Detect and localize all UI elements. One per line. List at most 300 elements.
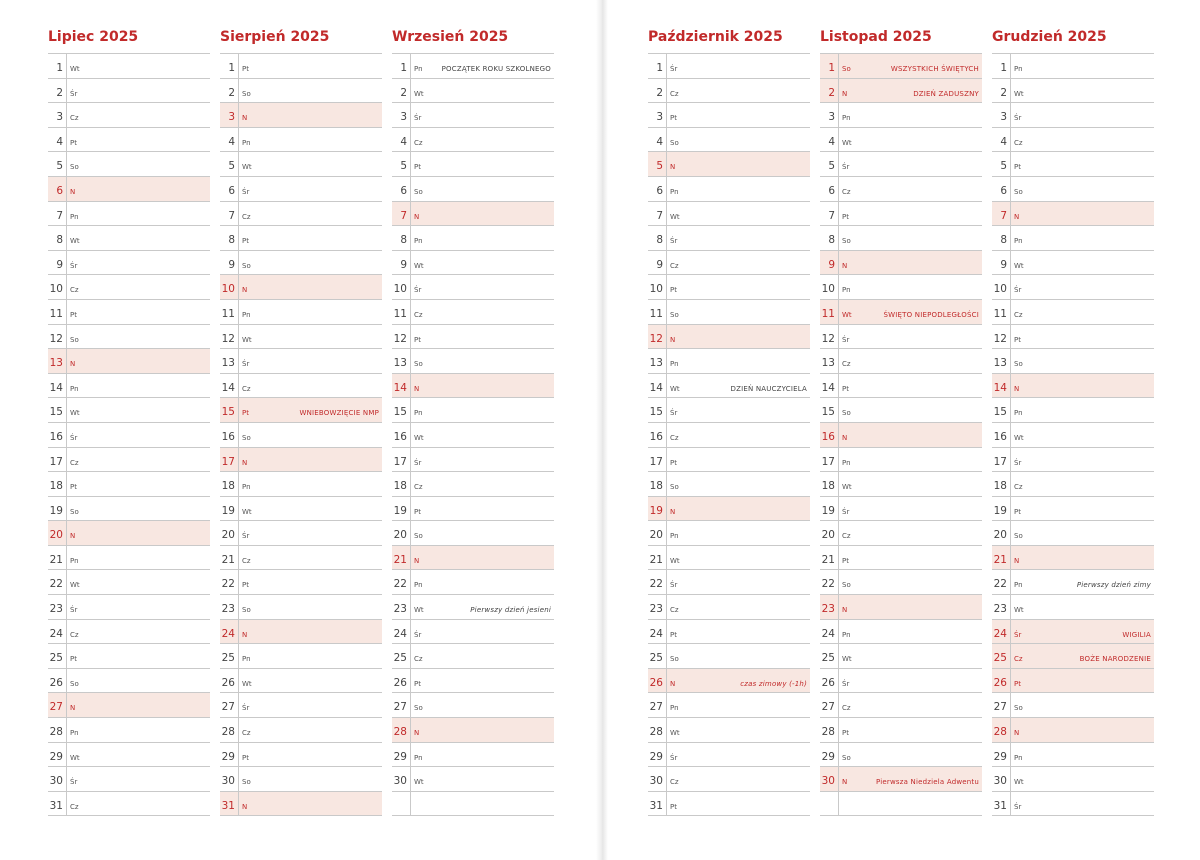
weekday-abbrev: Śr — [670, 65, 678, 73]
day-number: 24 — [49, 627, 63, 640]
day-row — [992, 349, 1154, 374]
weekday-abbrev: Śr — [1014, 458, 1022, 467]
day-row — [220, 275, 382, 300]
day-row — [48, 54, 210, 79]
weekday-abbrev: Śr — [842, 507, 850, 516]
weekday-abbrev: Wt — [1014, 261, 1024, 270]
day-number: 3 — [228, 111, 235, 124]
day-number: 31 — [49, 799, 63, 812]
day-row — [648, 423, 810, 448]
day-row — [820, 546, 982, 571]
day-row — [992, 644, 1154, 669]
day-row — [392, 177, 554, 202]
day-number: 31 — [221, 799, 235, 812]
day-number: 8 — [828, 234, 835, 247]
weekday-abbrev: Śr — [842, 335, 850, 344]
day-number: 6 — [828, 184, 835, 197]
day-number: 7 — [828, 209, 835, 222]
day-row — [648, 374, 810, 399]
day-number: 26 — [649, 676, 663, 689]
weekday-abbrev: N — [414, 729, 420, 738]
day-number: 26 — [393, 676, 407, 689]
day-number: 25 — [649, 652, 663, 665]
weekday-abbrev: Wt — [70, 581, 80, 590]
day-row — [220, 718, 382, 743]
day-number: 29 — [993, 750, 1007, 763]
weekday-abbrev: N — [242, 802, 248, 811]
day-note: czas zimowy (-1h) — [740, 679, 807, 688]
day-row — [820, 398, 982, 423]
day-row — [648, 767, 810, 792]
day-number: 8 — [1000, 234, 1007, 247]
day-row — [648, 325, 810, 350]
weekday-abbrev: Wt — [1014, 89, 1024, 98]
day-number: 19 — [393, 504, 407, 517]
day-number: 21 — [821, 553, 835, 566]
day-row — [392, 521, 554, 546]
day-row — [820, 300, 982, 325]
weekday-abbrev: Wt — [70, 409, 80, 418]
day-row — [392, 251, 554, 276]
day-row — [48, 103, 210, 128]
weekday-abbrev: Śr — [842, 679, 850, 688]
day-row — [48, 718, 210, 743]
day-row — [992, 103, 1154, 128]
day-number: 12 — [649, 332, 663, 345]
day-number: 14 — [49, 381, 63, 394]
day-row — [992, 374, 1154, 399]
day-row — [648, 251, 810, 276]
day-row — [820, 448, 982, 473]
day-row — [648, 349, 810, 374]
day-number: 30 — [821, 775, 835, 788]
weekday-abbrev: So — [842, 581, 851, 590]
day-number: 28 — [393, 726, 407, 739]
month-october — [648, 26, 810, 816]
day-number: 12 — [221, 332, 235, 345]
day-number: 2 — [228, 86, 235, 99]
day-row — [220, 398, 382, 423]
day-number: 8 — [228, 234, 235, 247]
day-number: 23 — [649, 603, 663, 616]
day-number: 27 — [649, 701, 663, 714]
day-row — [392, 472, 554, 497]
day-row — [392, 275, 554, 300]
day-number: 29 — [221, 750, 235, 763]
weekday-abbrev: N — [670, 507, 676, 516]
day-row — [48, 226, 210, 251]
day-row — [392, 792, 554, 817]
weekday-abbrev: Pt — [242, 237, 249, 246]
weekday-abbrev: Pn — [70, 384, 79, 393]
day-row — [820, 521, 982, 546]
day-number: 30 — [649, 775, 663, 788]
day-number: 12 — [821, 332, 835, 345]
day-row — [392, 128, 554, 153]
weekday-abbrev: Pn — [670, 187, 679, 196]
day-row — [992, 448, 1154, 473]
weekday-abbrev: Pn — [1014, 753, 1023, 762]
day-number: 22 — [821, 578, 835, 591]
weekday-abbrev: So — [414, 187, 423, 196]
weekday-abbrev: N — [242, 630, 248, 639]
day-row — [648, 497, 810, 522]
day-row — [220, 521, 382, 546]
weekday-abbrev: So — [242, 433, 251, 442]
weekday-abbrev: N — [414, 212, 420, 221]
day-row — [48, 595, 210, 620]
day-row — [820, 743, 982, 768]
day-row — [992, 669, 1154, 694]
weekday-abbrev: Śr — [242, 704, 250, 713]
day-number: 18 — [649, 480, 663, 493]
day-row — [392, 325, 554, 350]
day-row — [48, 374, 210, 399]
weekday-abbrev: Śr — [1014, 630, 1022, 639]
day-number: 18 — [49, 480, 63, 493]
weekday-abbrev: Pt — [242, 753, 249, 762]
weekday-abbrev: Pt — [70, 310, 77, 319]
weekday-abbrev: N — [842, 89, 848, 98]
weekday-abbrev: Pn — [242, 310, 251, 319]
weekday-abbrev: Wt — [670, 212, 680, 221]
weekday-abbrev: Cz — [414, 655, 423, 664]
day-row — [648, 448, 810, 473]
day-number: 13 — [993, 357, 1007, 370]
weekday-abbrev: So — [414, 532, 423, 541]
day-number: 28 — [821, 726, 835, 739]
day-row — [392, 743, 554, 768]
day-number: 18 — [821, 480, 835, 493]
weekday-abbrev: Pn — [414, 753, 423, 762]
weekday-abbrev: Cz — [242, 212, 251, 221]
day-row — [48, 669, 210, 694]
weekday-abbrev: Wt — [1014, 606, 1024, 615]
day-row — [48, 152, 210, 177]
weekday-abbrev: So — [670, 138, 679, 147]
weekday-abbrev: So — [842, 409, 851, 418]
weekday-abbrev: N — [842, 606, 848, 615]
weekday-abbrev: Cz — [242, 384, 251, 393]
day-row — [392, 595, 554, 620]
weekday-abbrev: Cz — [414, 138, 423, 147]
day-row — [648, 792, 810, 817]
day-number: 22 — [221, 578, 235, 591]
day-row — [820, 423, 982, 448]
weekday-abbrev: Wt — [414, 433, 424, 442]
day-number: 4 — [400, 135, 407, 148]
day-note: BOŻE NARODZENIE — [1079, 655, 1151, 664]
day-row — [992, 54, 1154, 79]
day-note: Pierwsza Niedziela Adwentu — [875, 778, 979, 787]
weekday-abbrev: Pt — [1014, 679, 1021, 688]
month-title: Sierpień 2025 — [220, 26, 382, 54]
day-note: POCZĄTEK ROKU SZKOLNEGO — [441, 65, 551, 73]
month-december — [992, 26, 1154, 816]
weekday-abbrev: So — [414, 360, 423, 369]
day-number: 31 — [649, 799, 663, 812]
weekday-abbrev: So — [1014, 360, 1023, 369]
weekday-abbrev: Cz — [1014, 310, 1023, 319]
day-number: 18 — [993, 480, 1007, 493]
day-number: 10 — [993, 283, 1007, 296]
day-number: 7 — [656, 209, 663, 222]
day-row — [48, 743, 210, 768]
day-number: 30 — [993, 775, 1007, 788]
day-number: 1 — [656, 62, 663, 74]
weekday-abbrev: Pt — [242, 409, 249, 418]
weekday-abbrev: So — [670, 655, 679, 664]
day-number: 3 — [56, 111, 63, 124]
day-number: 1 — [828, 62, 835, 74]
weekday-abbrev: Pn — [242, 655, 251, 664]
day-row — [820, 669, 982, 694]
weekday-abbrev: Cz — [414, 310, 423, 319]
day-row — [392, 546, 554, 571]
day-row — [220, 767, 382, 792]
day-row — [48, 497, 210, 522]
weekday-abbrev: N — [70, 532, 76, 541]
day-number: 2 — [1000, 86, 1007, 99]
day-row — [648, 693, 810, 718]
day-number: 27 — [993, 701, 1007, 714]
day-number: 23 — [393, 603, 407, 616]
day-row — [392, 423, 554, 448]
day-row — [992, 398, 1154, 423]
day-note: Pierwszy dzień jesieni — [470, 606, 551, 615]
weekday-abbrev: N — [414, 556, 420, 565]
weekday-abbrev: Cz — [842, 532, 851, 541]
day-row — [220, 374, 382, 399]
weekday-abbrev: Pn — [242, 483, 251, 492]
day-row — [392, 448, 554, 473]
day-number: 21 — [649, 553, 663, 566]
day-number: 11 — [393, 307, 407, 320]
day-number: 8 — [656, 234, 663, 247]
day-number: 14 — [649, 381, 663, 394]
day-number: 16 — [993, 430, 1007, 443]
weekday-abbrev: Śr — [242, 187, 250, 196]
day-row — [992, 767, 1154, 792]
day-number: 6 — [228, 184, 235, 197]
day-row — [220, 743, 382, 768]
weekday-abbrev: N — [414, 384, 420, 393]
weekday-abbrev: Wt — [670, 556, 680, 565]
weekday-abbrev: Pt — [670, 114, 677, 123]
weekday-abbrev: Pn — [1014, 237, 1023, 246]
weekday-abbrev: So — [414, 704, 423, 713]
day-number: 16 — [221, 430, 235, 443]
weekday-abbrev: Śr — [670, 237, 678, 246]
day-number: 27 — [821, 701, 835, 714]
weekday-abbrev: Śr — [414, 286, 422, 295]
weekday-abbrev: Cz — [1014, 655, 1023, 664]
day-row — [220, 546, 382, 571]
day-row — [220, 693, 382, 718]
weekday-abbrev: Cz — [1014, 138, 1023, 147]
weekday-abbrev: So — [842, 65, 851, 73]
weekday-abbrev: Cz — [670, 261, 679, 270]
day-number: 11 — [49, 307, 63, 320]
day-row — [48, 349, 210, 374]
day-number: 16 — [821, 430, 835, 443]
day-number: 25 — [221, 652, 235, 665]
weekday-abbrev: Pn — [414, 65, 423, 73]
day-number: 1 — [1000, 62, 1007, 74]
day-row — [392, 398, 554, 423]
day-rows — [392, 54, 554, 816]
day-number: 2 — [56, 86, 63, 99]
day-number: 19 — [221, 504, 235, 517]
day-note: DZIEŃ NAUCZYCIELA — [730, 384, 807, 393]
day-number: 6 — [56, 184, 63, 197]
day-row — [48, 177, 210, 202]
weekday-abbrev: Pn — [670, 360, 679, 369]
weekday-abbrev: Pt — [70, 138, 77, 147]
weekday-abbrev: So — [670, 310, 679, 319]
weekday-abbrev: Śr — [670, 581, 678, 590]
day-number: 27 — [49, 701, 63, 714]
weekday-abbrev: Pt — [842, 729, 849, 738]
day-number: 19 — [649, 504, 663, 517]
day-number: 22 — [649, 578, 663, 591]
day-row — [648, 177, 810, 202]
day-row — [820, 570, 982, 595]
day-number: 12 — [49, 332, 63, 345]
weekday-abbrev: N — [242, 286, 248, 295]
day-row — [820, 620, 982, 645]
weekday-abbrev: So — [242, 606, 251, 615]
day-row — [48, 570, 210, 595]
day-row — [992, 743, 1154, 768]
day-number: 9 — [228, 258, 235, 271]
weekday-abbrev: Pn — [414, 237, 423, 246]
day-row — [648, 546, 810, 571]
weekday-abbrev: Cz — [1014, 483, 1023, 492]
weekday-abbrev: Wt — [70, 237, 80, 246]
day-number: 22 — [393, 578, 407, 591]
day-row — [48, 300, 210, 325]
day-number: 17 — [393, 455, 407, 468]
day-row — [220, 202, 382, 227]
weekday-abbrev: Pt — [1014, 335, 1021, 344]
day-number: 11 — [221, 307, 235, 320]
day-row — [392, 767, 554, 792]
weekday-abbrev: N — [842, 778, 848, 787]
weekday-abbrev: Wt — [842, 655, 852, 664]
day-row — [648, 472, 810, 497]
day-row — [48, 546, 210, 571]
day-number: 11 — [821, 307, 835, 320]
day-row — [820, 644, 982, 669]
day-number: 5 — [656, 160, 663, 173]
weekday-abbrev: Śr — [70, 433, 78, 442]
day-number: 28 — [49, 726, 63, 739]
month-august — [220, 26, 382, 816]
day-number: 29 — [649, 750, 663, 763]
month-title: Listopad 2025 — [820, 26, 982, 54]
day-row — [820, 275, 982, 300]
day-number: 17 — [993, 455, 1007, 468]
day-number: 9 — [56, 258, 63, 271]
day-number: 21 — [993, 553, 1007, 566]
weekday-abbrev: So — [842, 237, 851, 246]
day-row — [220, 349, 382, 374]
day-row — [220, 226, 382, 251]
weekday-abbrev: N — [1014, 556, 1020, 565]
day-row — [220, 669, 382, 694]
day-row — [48, 448, 210, 473]
day-number: 4 — [1000, 135, 1007, 148]
day-number: 6 — [656, 184, 663, 197]
day-row — [392, 570, 554, 595]
day-row — [648, 152, 810, 177]
day-row — [648, 570, 810, 595]
day-number: 10 — [649, 283, 663, 296]
weekday-abbrev: Wt — [670, 729, 680, 738]
day-number: 17 — [221, 455, 235, 468]
day-number: 8 — [400, 234, 407, 247]
day-row — [392, 718, 554, 743]
weekday-abbrev: So — [1014, 704, 1023, 713]
day-number: 20 — [649, 529, 663, 542]
day-row — [648, 226, 810, 251]
weekday-abbrev: Pt — [414, 163, 421, 172]
day-rows — [992, 54, 1154, 816]
day-row — [992, 300, 1154, 325]
right-page — [600, 0, 1200, 860]
weekday-abbrev: Cz — [842, 187, 851, 196]
day-number: 4 — [228, 135, 235, 148]
day-note: WSZYSTKICH ŚWIĘTYCH — [890, 65, 979, 73]
day-row — [220, 792, 382, 817]
weekday-abbrev: Pt — [670, 630, 677, 639]
day-number: 24 — [649, 627, 663, 640]
weekday-abbrev: Wt — [242, 335, 252, 344]
day-number: 20 — [221, 529, 235, 542]
weekday-abbrev: So — [70, 679, 79, 688]
day-row — [48, 251, 210, 276]
day-number: 5 — [400, 160, 407, 173]
day-number: 10 — [393, 283, 407, 296]
day-row — [392, 669, 554, 694]
day-row — [820, 54, 982, 79]
day-row — [392, 54, 554, 79]
day-row — [648, 620, 810, 645]
day-row — [820, 103, 982, 128]
day-row — [820, 693, 982, 718]
day-row — [992, 202, 1154, 227]
month-title: Październik 2025 — [648, 26, 810, 54]
weekday-abbrev: Śr — [70, 261, 78, 270]
day-number: 4 — [56, 135, 63, 148]
weekday-abbrev: Pt — [842, 212, 849, 221]
day-number: 17 — [49, 455, 63, 468]
month-november — [820, 26, 982, 816]
month-title: Wrzesień 2025 — [392, 26, 554, 54]
weekday-abbrev: Cz — [414, 483, 423, 492]
day-row — [648, 79, 810, 104]
weekday-abbrev: Pt — [670, 286, 677, 295]
day-number: 20 — [993, 529, 1007, 542]
day-number: 2 — [656, 86, 663, 99]
day-row — [48, 644, 210, 669]
weekday-abbrev: Cz — [670, 778, 679, 787]
day-number: 16 — [393, 430, 407, 443]
weekday-abbrev: So — [70, 163, 79, 172]
day-number: 21 — [393, 553, 407, 566]
day-number: 13 — [49, 357, 63, 370]
